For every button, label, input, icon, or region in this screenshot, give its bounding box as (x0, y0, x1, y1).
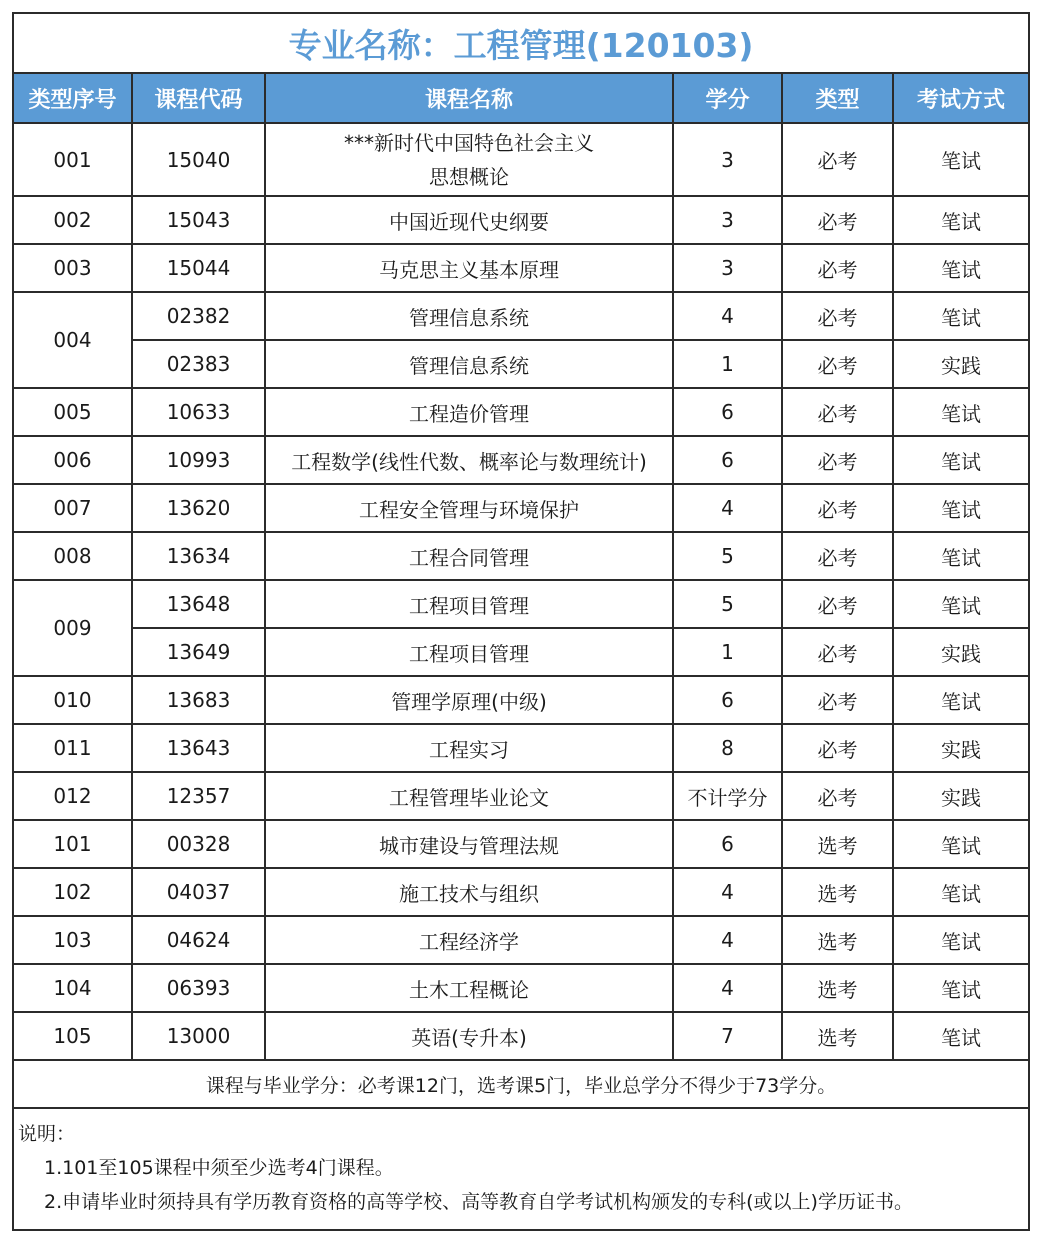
header-credit: 学分 (673, 73, 782, 123)
cell-seq: 004 (13, 292, 132, 388)
cell-seq: 010 (13, 676, 132, 724)
header-name: 课程名称 (265, 73, 673, 123)
cell-seq: 103 (13, 916, 132, 964)
table-row (13, 724, 1029, 772)
cell-code: 13643 (132, 724, 265, 772)
cell-code: 13634 (132, 532, 265, 580)
cell-exam: 实践 (893, 724, 1029, 772)
cell-type: 选考 (782, 1012, 893, 1060)
cell-name: 城市建设与管理法规 (265, 820, 673, 868)
cell-type: 必考 (782, 580, 893, 628)
cell-type: 必考 (782, 196, 893, 244)
cell-exam: 笔试 (893, 916, 1029, 964)
cell-seq: 012 (13, 772, 132, 820)
cell-type: 必考 (782, 628, 893, 676)
cell-type: 选考 (782, 964, 893, 1012)
note-item: 2.申请毕业时须持具有学历教育资格的高等学校、高等教育自学考试机构颁发的专科(或以上)学历证书。 (44, 1191, 913, 1213)
header-code: 课程代码 (132, 73, 265, 123)
cell-type: 选考 (782, 820, 893, 868)
credit-summary: 课程与毕业学分：必考课12门，选考课5门，毕业总学分不得少于73学分。 (13, 1060, 1029, 1108)
cell-name: 工程合同管理 (265, 532, 673, 580)
header-seq: 类型序号 (13, 73, 132, 123)
cell-credit: 4 (673, 484, 782, 532)
cell-code: 04037 (132, 868, 265, 916)
cell-type: 必考 (782, 292, 893, 340)
cell-code: 10993 (132, 436, 265, 484)
cell-name: 工程项目管理 (265, 580, 673, 628)
cell-name-line1: ***新时代中国特色社会主义 (344, 130, 594, 155)
cell-exam: 笔试 (893, 580, 1029, 628)
cell-credit: 5 (673, 532, 782, 580)
cell-seq: 002 (13, 196, 132, 244)
cell-exam: 实践 (893, 772, 1029, 820)
cell-name: 管理信息系统 (265, 340, 673, 388)
cell-seq: 006 (13, 436, 132, 484)
cell-name: 施工技术与组织 (265, 868, 673, 916)
cell-type: 必考 (782, 388, 893, 436)
cell-credit: 1 (673, 340, 782, 388)
cell-seq: 009 (13, 580, 132, 676)
table-row (13, 292, 1029, 340)
cell-seq: 005 (13, 388, 132, 436)
cell-name: 土木工程概论 (265, 964, 673, 1012)
cell-exam: 实践 (893, 628, 1029, 676)
cell-name: 工程项目管理 (265, 628, 673, 676)
table-row (13, 388, 1029, 436)
cell-exam: 笔试 (893, 964, 1029, 1012)
table-row (13, 244, 1029, 292)
cell-seq: 101 (13, 820, 132, 868)
cell-code: 02383 (132, 340, 265, 388)
cell-credit: 6 (673, 820, 782, 868)
table-row (13, 340, 1029, 388)
cell-code: 15044 (132, 244, 265, 292)
cell-credit: 6 (673, 388, 782, 436)
cell-type: 必考 (782, 244, 893, 292)
cell-credit: 4 (673, 868, 782, 916)
table-row (13, 1012, 1029, 1060)
cell-exam: 实践 (893, 340, 1029, 388)
cell-name: 英语(专升本) (265, 1012, 673, 1060)
notes-heading: 说明： (18, 1123, 76, 1145)
table-row (13, 628, 1029, 676)
cell-exam: 笔试 (893, 388, 1029, 436)
cell-credit: 3 (673, 196, 782, 244)
cell-credit: 4 (673, 292, 782, 340)
cell-exam: 笔试 (893, 196, 1029, 244)
page-title: 专业名称：工程管理(120103) (13, 13, 1029, 73)
cell-seq: 008 (13, 532, 132, 580)
cell-name-line2: 思想概论 (429, 164, 509, 189)
header-exam: 考试方式 (893, 73, 1029, 123)
cell-seq: 007 (13, 484, 132, 532)
cell-seq: 011 (13, 724, 132, 772)
cell-credit: 5 (673, 580, 782, 628)
cell-seq: 001 (13, 123, 132, 196)
cell-name: 工程实习 (265, 724, 673, 772)
cell-code: 10633 (132, 388, 265, 436)
table-row (13, 820, 1029, 868)
notes-section (13, 1108, 1029, 1230)
curriculum-sheet (12, 12, 1028, 1231)
cell-name: 马克思主义基本原理 (265, 244, 673, 292)
cell-exam: 笔试 (893, 532, 1029, 580)
note-item: 1.101至105课程中须至少选考4门课程。 (44, 1157, 394, 1179)
table-row (13, 772, 1029, 820)
cell-code: 13620 (132, 484, 265, 532)
cell-exam: 笔试 (893, 123, 1029, 196)
cell-name: 工程造价管理 (265, 388, 673, 436)
cell-code: 04624 (132, 916, 265, 964)
cell-code: 06393 (132, 964, 265, 1012)
cell-credit: 3 (673, 123, 782, 196)
cell-name: 工程管理毕业论文 (265, 772, 673, 820)
table-row (13, 436, 1029, 484)
cell-exam: 笔试 (893, 676, 1029, 724)
cell-exam: 笔试 (893, 820, 1029, 868)
cell-type: 选考 (782, 916, 893, 964)
cell-code: 13683 (132, 676, 265, 724)
cell-seq: 104 (13, 964, 132, 1012)
curriculum-table (12, 12, 1030, 1231)
table-row (13, 964, 1029, 1012)
table-row (13, 484, 1029, 532)
cell-name: 管理学原理(中级) (265, 676, 673, 724)
cell-type: 必考 (782, 532, 893, 580)
cell-code: 15043 (132, 196, 265, 244)
cell-type: 必考 (782, 436, 893, 484)
table-row (13, 868, 1029, 916)
table-row (13, 916, 1029, 964)
cell-type: 必考 (782, 484, 893, 532)
table-row (13, 123, 1029, 196)
table-row (13, 580, 1029, 628)
cell-credit: 7 (673, 1012, 782, 1060)
cell-credit: 不计学分 (673, 772, 782, 820)
cell-credit: 4 (673, 964, 782, 1012)
cell-exam: 笔试 (893, 436, 1029, 484)
cell-credit: 3 (673, 244, 782, 292)
cell-exam: 笔试 (893, 1012, 1029, 1060)
table-row (13, 676, 1029, 724)
cell-exam: 笔试 (893, 244, 1029, 292)
cell-exam: 笔试 (893, 292, 1029, 340)
cell-type: 必考 (782, 772, 893, 820)
cell-code: 15040 (132, 123, 265, 196)
cell-credit: 6 (673, 436, 782, 484)
cell-code: 02382 (132, 292, 265, 340)
cell-code: 00328 (132, 820, 265, 868)
cell-name (265, 123, 673, 196)
cell-credit: 8 (673, 724, 782, 772)
cell-credit: 6 (673, 676, 782, 724)
cell-code: 13000 (132, 1012, 265, 1060)
cell-name: 工程安全管理与环境保护 (265, 484, 673, 532)
cell-code: 12357 (132, 772, 265, 820)
table-row (13, 532, 1029, 580)
cell-name: 管理信息系统 (265, 292, 673, 340)
cell-name: 中国近现代史纲要 (265, 196, 673, 244)
cell-seq: 003 (13, 244, 132, 292)
cell-type: 必考 (782, 676, 893, 724)
cell-type: 必考 (782, 123, 893, 196)
cell-name: 工程数学(线性代数、概率论与数理统计) (265, 436, 673, 484)
header-type: 类型 (782, 73, 893, 123)
cell-type: 必考 (782, 724, 893, 772)
cell-credit: 1 (673, 628, 782, 676)
cell-seq: 102 (13, 868, 132, 916)
cell-name: 工程经济学 (265, 916, 673, 964)
cell-code: 13649 (132, 628, 265, 676)
cell-seq: 105 (13, 1012, 132, 1060)
cell-credit: 4 (673, 916, 782, 964)
cell-type: 选考 (782, 868, 893, 916)
cell-type: 必考 (782, 340, 893, 388)
table-header-row (13, 73, 1029, 123)
cell-code: 13648 (132, 580, 265, 628)
table-row (13, 196, 1029, 244)
cell-exam: 笔试 (893, 484, 1029, 532)
cell-exam: 笔试 (893, 868, 1029, 916)
